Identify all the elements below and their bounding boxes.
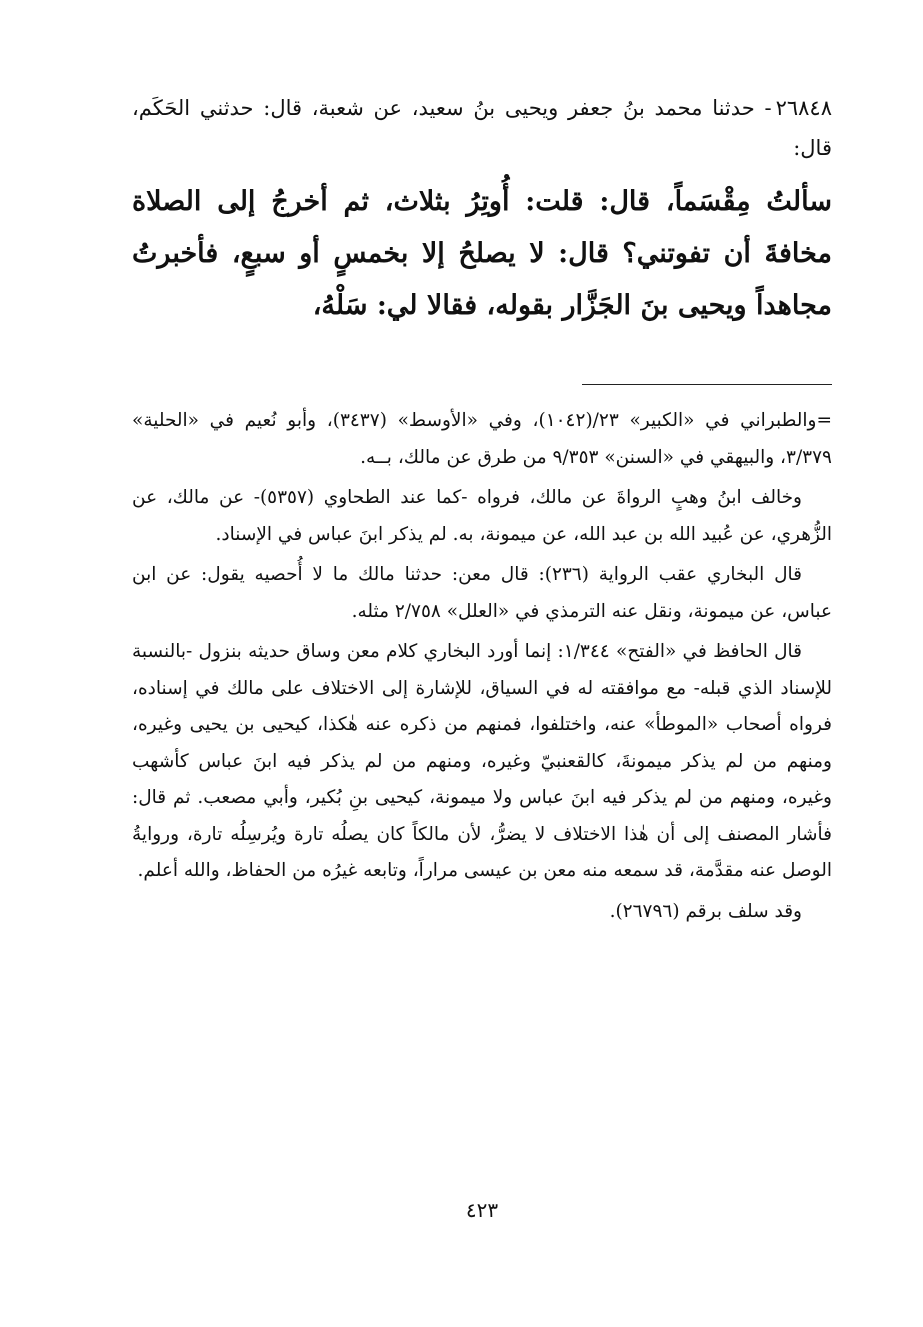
- page: [132, 88, 832, 1308]
- footnote-paragraph: وخالف ابنُ وهبٍ الرواةَ عن مالك، فرواه -كما عند الطحاوي (٥٣٥٧)- عن مالك، عن الزُّهري، عن عُبيد الله بن عبد الله، عن ميمونة، به. لم يذكر ابنَ عباس في الإسناد.: [132, 487, 832, 545]
- hadith-number: ٢٦٨٤٨: [775, 96, 832, 120]
- footnote-paragraph: قال البخاري عقب الرواية (٢٣٦): قال معن: حدثنا مالك ما لا أُحصيه يقول: عن ابن عباس، عن ميمونة، ونقل عنه الترمذي في «العلل» ٢/٧٥٨ مثله.: [132, 564, 832, 622]
- hadith-isnad-text: - حدثنا محمد بنُ جعفر ويحيى بنُ سعيد، عن شعبة، قال: حدثني الحَكَم، قال:: [132, 96, 832, 160]
- footnote-separator: [582, 384, 832, 385]
- footnote-paragraph: وقد سلف برقم (٢٦٧٩٦).: [609, 900, 802, 922]
- footnote-paragraph: =والطبراني في «الكبير» ٢٣/(١٠٤٢)، وفي «الأوسط» (٣٤٣٧)، وأبو نُعيم في «الحلية» ٣/٣٧٩، والبيهقي في «السنن» ٩/٣٥٣ من طرق عن مالك، بــه.: [132, 410, 832, 468]
- hadith-isnad: [132, 88, 832, 168]
- page-number: ٤٢٣: [465, 1198, 499, 1222]
- footnote-paragraph: قال الحافظ في «الفتح» ١/٣٤٤: إنما أورد البخاري كلام معن وساق حديثه بنزول -بالنسبة للإسناد الذي قبله- مع موافقته له في السياق، للإشارة إلى الاختلاف على مالك في إسناده، فرواه أصحاب «الموطأ» عنه، واختلفوا، فمنهم من ذكره عنه هٰكذا، كيحيى بن يحيى وغيره، ومنهم من لم يذكر ميمونةَ، كالقعنبيّ وغيره، ومنهم من لم يذكر فيه ابنَ عباس كأشهب وغيره، ومنهم من لم يذكر فيه ابنَ عباس ولا ميمونة، كيحيى بنِ بُكير، وأبي مصعب. ثم قال: فأشار المصنف إلى أن هٰذا الاختلاف لا يضرُّ، لأن مالكاً كان يصلُه تارة ويُرسِلُه تارة، وروايةُ الوصل عنه مقدَّمة، قد سمعه منه معن بن عيسى مراراً، وتابعه غيرُه من الحفاظ، والله أعلم.: [132, 641, 832, 881]
- footnotes: [132, 403, 832, 930]
- hadith-matn: سألتُ مِقْسَماً، قال: قلت: أُوتِرُ بثلاث، ثم أخرجُ إلى الصلاة مخافةَ أن تفوتني؟ قال: لا يصلحُ إلا بخمسٍ أو سبعٍ، فأخبرتُ مجاهداً ويحيى بنَ الجَزَّار بقوله، فقالا لي: سَلْهُ،: [132, 186, 832, 321]
